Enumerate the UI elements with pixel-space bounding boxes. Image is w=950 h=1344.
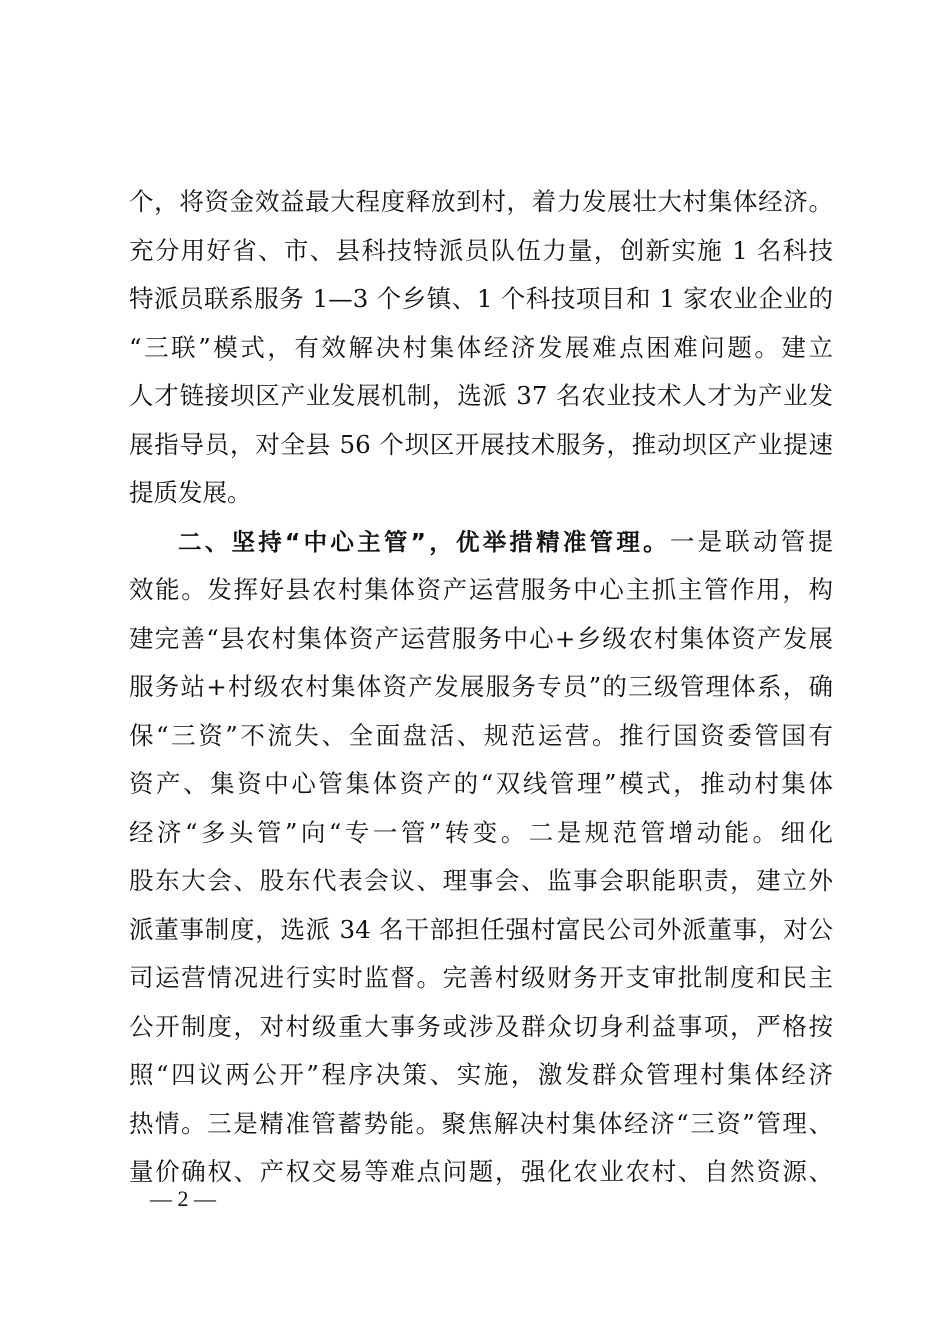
section-2-line-4: 保“三资”不流失、全面盘活、规范运营。推行国资委管国有 [129,720,833,750]
section-2-line-7: 股东大会、股东代表会议、理事会、监事会职能职责，建立外 [129,866,833,895]
section-2-first-line [129,518,833,567]
body-line-2: 充分用好省、市、县科技特派员队伍力量，创新实施 1 名科技 [129,235,833,265]
body-line-4: “三联”模式，有效解决村集体经济发展难点困难问题。建立 [129,332,833,362]
body-line-1: 个，将资金效益最大程度释放到村，着力发展壮大村集体经济。 [129,187,833,216]
section-2-line-5: 资产、集资中心管集体资产的“双线管理”模式，推动村集体 [129,769,833,798]
section-2-line-12: 热情。三是精准管蓄势能。聚焦解决村集体经济“三资”管理、 [129,1108,833,1138]
body-line-5: 人才链接坝区产业发展机制，选派 37 名农业技术人才为产业发 [129,381,833,410]
section-2-line-2: 建完善“县农村集体资产运营服务中心+乡级农村集体资产发展 [129,623,833,653]
section-2-heading: 二、坚持“中心主管”，优举措精准管理。 [178,527,670,556]
section-2-line-10: 公开制度，对村级重大事务或涉及群众切身利益事项，严格按 [129,1011,833,1041]
section-2-first-line-text: 一是联动管提 [669,526,834,556]
section-2-line-6: 经济“多头管”向“专一管”转变。二是规范管增动能。细化 [129,817,833,847]
body-line-6: 展指导员，对全县 56 个坝区开展技术服务，推动坝区产业提速 [129,429,833,459]
section-2-line-9: 司运营情况进行实时监督。完善村级财务开支审批制度和民主 [129,963,833,992]
body-line-7: 提质发展。 [129,478,252,507]
body-line-3: 特派员联系服务 1—3 个乡镇、1 个科技项目和 1 家农业企业的 [129,284,833,313]
page-number: — 2 — [150,1186,216,1211]
section-2-line-13: 量价确权、产权交易等难点问题，强化农业农村、自然资源、 [129,1157,833,1186]
section-2-line-8: 派董事制度，选派 34 名干部担任强村富民公司外派董事，对公 [129,914,833,944]
document-body [129,178,833,1197]
section-2-line-1: 效能。发挥好县农村集体资产运营服务中心主抓主管作用，构 [129,575,833,604]
section-2-line-3: 服务站+村级农村集体资产发展服务专员”的三级管理体系，确 [129,672,833,701]
section-2-line-11: 照“四议两公开”程序决策、实施，激发群众管理村集体经济 [129,1060,833,1089]
